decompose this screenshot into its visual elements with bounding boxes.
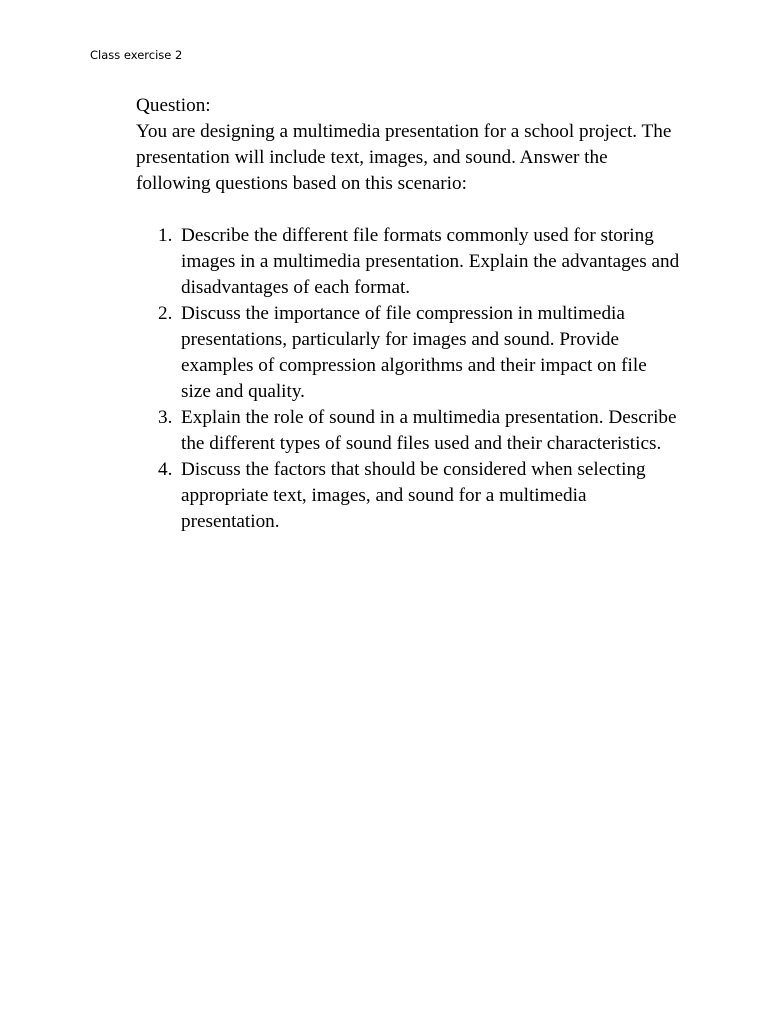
list-item-number: 4. [158, 459, 173, 480]
list-item-text: Discuss the factors that should be considered when selecting appropriate text, images, and sound for a multimedia presentation. [181, 459, 646, 532]
page-header: Class exercise 2 [90, 48, 183, 62]
list-item-number: 2. [158, 303, 173, 324]
list-item-number: 1. [158, 225, 173, 246]
question-list [136, 223, 696, 535]
list-item [136, 301, 681, 405]
document-body [136, 93, 696, 535]
question-heading: Question: [136, 95, 211, 116]
list-item-text: Describe the different file formats commonly used for storing images in a multimedia presentation. Explain the advantages and disadvantages of each format. [181, 225, 680, 298]
list-item [136, 457, 681, 535]
list-item-text: Discuss the importance of file compression in multimedia presentations, particularly for images and sound. Provide examples of compression algorithms and their impact on file size and quality. [181, 303, 647, 402]
list-item [136, 223, 681, 301]
list-item-text: Explain the role of sound in a multimedia presentation. Describe the different types of sound files used and their characteristics. [181, 407, 677, 454]
scenario-intro: You are designing a multimedia presentation for a school project. The presentation will include text, images, and sound. Answer the following questions based on this scenario: [136, 121, 672, 194]
list-item-number: 3. [158, 407, 173, 428]
list-item [136, 405, 681, 457]
